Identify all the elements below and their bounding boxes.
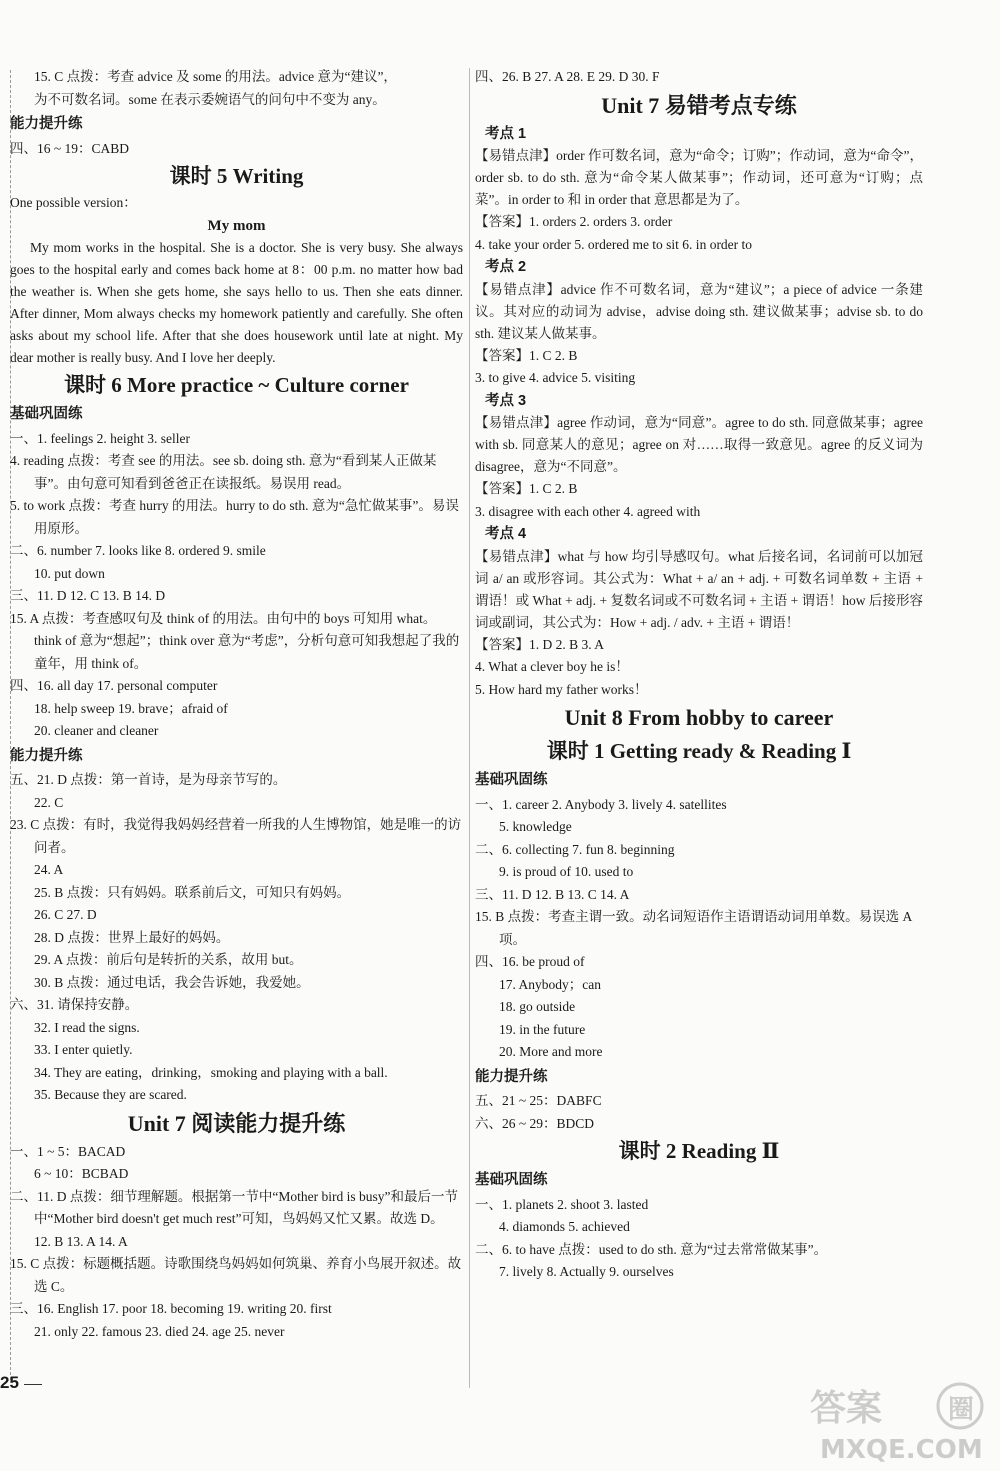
right-line: 考点 2 bbox=[485, 259, 527, 275]
left-line: 课时 5 Writing bbox=[169, 164, 304, 188]
right-column bbox=[475, 66, 923, 1284]
left-line: 33. I enter quietly. bbox=[34, 1042, 133, 1057]
svg-text:MXQE.COM: MXQE.COM bbox=[820, 1435, 983, 1465]
right-line: 5. knowledge bbox=[499, 819, 572, 834]
right-line: 17. Anybody；can bbox=[499, 976, 601, 992]
left-line: 10. put down bbox=[34, 565, 105, 581]
right-line: 【易错点津】advice 作不可数名词，意为“建议”；a piece of advice 一条建议。其对应的动词为 advise，advise doing sth. 建议做某事；advise sb. to do sth. 建议某人做某事。 bbox=[475, 281, 923, 341]
right-line: 【答案】1. C 2. B bbox=[475, 347, 578, 363]
right-line: 4. diamonds 5. achieved bbox=[499, 1219, 630, 1234]
right-line: 15. B 点拨：考查主谓一致。动名词短语作主语谓语动词用单数。易误选 A 项。 bbox=[475, 909, 912, 947]
left-line: 四、16 ~ 19：CABD bbox=[10, 140, 130, 156]
left-line: 29. A 点拨：前后句是转折的关系，故用 but。 bbox=[34, 952, 303, 967]
left-line: 21. only 22. famous 23. died 24. age 25. never bbox=[34, 1323, 285, 1339]
left-column bbox=[10, 66, 463, 1343]
right-line: 7. lively 8. Actually 9. ourselves bbox=[499, 1264, 674, 1279]
right-line: 【答案】1. orders 2. orders 3. order bbox=[475, 214, 673, 229]
left-line: 二、11. D 点拨：细节理解题。根据第一节中“Mother bird is busy”和最后一节中“Mother bird doesn't get much rest”可知，鸟妈妈又忙又累。故选 D。 bbox=[10, 1188, 458, 1226]
left-line: 三、11. D 12. C 13. B 14. D bbox=[10, 588, 166, 603]
right-line: 课时 1 Getting ready & Reading Ⅰ bbox=[546, 739, 852, 763]
right-line: 考点 1 bbox=[485, 125, 527, 142]
left-line: 12. B 13. A 14. A bbox=[34, 1233, 128, 1249]
left-line: 5. to work 点拨：考查 hurry 的用法。hurry to do sth. 意为“急忙做某事”。易误用原形。 bbox=[10, 498, 459, 536]
left-line: 24. A bbox=[34, 862, 64, 877]
right-line: 【答案】1. D 2. B 3. A bbox=[475, 636, 605, 652]
left-line: 25. B 点拨：只有妈妈。联系前后文，可知只有妈妈。 bbox=[34, 884, 351, 900]
right-line: 三、11. D 12. B 13. C 14. A bbox=[475, 886, 630, 902]
right-line: 20. More and more bbox=[499, 1044, 603, 1059]
page-number: 25 bbox=[0, 1373, 19, 1392]
left-line: 一、1. feelings 2. height 3. seller bbox=[10, 430, 190, 446]
column-divider bbox=[469, 68, 470, 1388]
right-line: 基础巩固练 bbox=[475, 772, 548, 788]
right-line: 四、26. B 27. A 28. E 29. D 30. F bbox=[475, 69, 660, 84]
right-line: Unit 8 From hobby to career bbox=[564, 705, 834, 730]
left-line: 22. C bbox=[34, 794, 64, 810]
right-line: Unit 7 易错考点专练 bbox=[601, 92, 797, 118]
right-line: 19. in the future bbox=[499, 1021, 586, 1037]
svg-text:答案: 答案 bbox=[810, 1388, 883, 1429]
left-line: 能力提升练 bbox=[10, 116, 83, 132]
left-line: One possible version： bbox=[10, 195, 137, 210]
left-line: Unit 7 阅读能力提升练 bbox=[127, 1110, 346, 1136]
right-line: 【答案】1. C 2. B bbox=[475, 481, 578, 496]
right-line: 基础巩固练 bbox=[475, 1172, 548, 1188]
right-line: 3. to give 4. advice 5. visiting bbox=[475, 370, 636, 385]
right-line: 18. go outside bbox=[499, 999, 576, 1014]
right-line: 六、26 ~ 29：BDCD bbox=[475, 1115, 595, 1131]
left-line: 26. C 27. D bbox=[34, 907, 97, 922]
right-line: 二、6. collecting 7. fun 8. beginning bbox=[475, 841, 675, 857]
right-line: 【易错点津】order 作可数名词，意为“命令；订购”；作动词，意为“命令”，order sb. to do sth. 意为“命令某人做某事”；作动词，还可意为“订购；点菜”。in order to 和 in order that 意思都是为了。 bbox=[475, 148, 923, 207]
left-line: 15. C 点拨：标题概括题。诗歌围绕鸟妈妈如何筑巢、养育小鸟展开叙述。故选 C。 bbox=[10, 1256, 462, 1294]
watermark-logo bbox=[800, 1376, 990, 1466]
right-line: 考点 3 bbox=[485, 392, 527, 409]
left-line: 15. C 点拨：考查 advice 及 some 的用法。advice 意为“建议”， bbox=[34, 69, 397, 84]
left-line: 六、31. 请保持安静。 bbox=[10, 997, 139, 1012]
left-line: My mom works in the hospital. She is a doctor. She is very busy. She always goes to the hospital early and comes back home at 8：00 p.m. no matter how bad the weather is. When she gets home, she says hello to us. Then she eats dinner. After dinner, Mom always checks my homework patiently and carefully. She often asks about my school life. After that she does housework until late at night. My dear mother is really busy. And I love her deeply. bbox=[10, 240, 463, 365]
right-line: 【易错点津】agree 作动词，意为“同意”。agree to do sth. 同意做某事；agree with sb. 同意某人的意见；agree on 对……取得一致意见。agree 的反义词为 disagree，意为“不同意”。 bbox=[475, 415, 923, 474]
left-line: 五、21. D 点拨：第一首诗，是为母亲节写的。 bbox=[10, 772, 287, 787]
page-number-dash bbox=[24, 1384, 42, 1385]
right-line: 4. What a clever boy he is！ bbox=[475, 659, 629, 674]
left-line: 15. A 点拨：考查感叹句及 think of 的用法。由句中的 boys 可知用 what。think of 意为“想起”；think over 意为“考虑”，分析句意可知我想起了我的童年，用 think of。 bbox=[10, 610, 460, 671]
left-line: 18. help sweep 19. brave；afraid of bbox=[34, 700, 228, 716]
left-line: 能力提升练 bbox=[10, 747, 83, 764]
left-line: 基础巩固练 bbox=[10, 406, 83, 422]
right-line: 四、16. be proud of bbox=[475, 954, 585, 969]
left-line: 4. reading 点拨：考查 see 的用法。see sb. doing sth. 意为“看到某人正做某事”。由句意可知看到爸爸正在读报纸。易误用 read。 bbox=[10, 453, 437, 491]
left-line: 28. D 点拨：世界上最好的妈妈。 bbox=[34, 929, 230, 945]
right-line: 考点 4 bbox=[485, 526, 527, 542]
right-line: 5. How hard my father works！ bbox=[475, 681, 648, 697]
left-line: 一、1 ~ 5：BACAD bbox=[10, 1143, 126, 1159]
right-line: 二、6. to have 点拨：used to do sth. 意为“过去常常做某事”。 bbox=[475, 1241, 828, 1257]
svg-text:圈: 圈 bbox=[948, 1395, 975, 1425]
right-line: 3. disagree with each other 4. agreed with bbox=[475, 503, 701, 519]
left-line: 为不可数名词。some 在表示委婉语气的问句中不变为 any。 bbox=[34, 91, 386, 107]
left-line: 30. B 点拨：通过电话，我会告诉她，我爱她。 bbox=[34, 974, 310, 990]
left-line: 23. C 点拨：有时，我觉得我妈妈经营着一所我的人生博物馆，她是唯一的访问者。 bbox=[10, 817, 462, 855]
left-line: 课时 6 More practice ~ Culture corner bbox=[64, 373, 409, 397]
left-line: 四、16. all day 17. personal computer bbox=[10, 678, 218, 693]
right-line: 9. is proud of 10. used to bbox=[499, 864, 634, 879]
left-line: My mom bbox=[207, 217, 266, 234]
right-line: 能力提升练 bbox=[475, 1068, 548, 1085]
left-line: 6 ~ 10：BCBAD bbox=[34, 1166, 129, 1181]
right-line: 【易错点津】what 与 how 均引导感叹句。what 后接名词，名词前可以加冠词 a/ an 或形容词。其公式为：What + a/ an + adj. + 可数名词单数 + 主语 + 谓语！或 What + adj. + 复数名词或不可数名词 + 主语 + 谓语！how 后接形容词或副词，其公式为：How + adj. / adv. + 主语 + 谓语！ bbox=[475, 548, 923, 630]
left-line: 35. Because they are scared. bbox=[34, 1087, 187, 1102]
right-line: 一、1. planets 2. shoot 3. lasted bbox=[475, 1196, 649, 1212]
right-line: 一、1. career 2. Anybody 3. lively 4. satellites bbox=[475, 796, 727, 812]
left-line: 32. I read the signs. bbox=[34, 1019, 140, 1035]
left-line: 三、16. English 17. poor 18. becoming 19. writing 20. first bbox=[10, 1301, 332, 1316]
left-line: 20. cleaner and cleaner bbox=[34, 723, 159, 738]
right-line: 五、21 ~ 25：DABFC bbox=[475, 1093, 602, 1108]
right-line: 课时 2 Reading Ⅱ bbox=[618, 1139, 780, 1163]
left-line: 34. They are eating，drinking，smoking and playing with a ball. bbox=[34, 1064, 388, 1080]
right-line: 4. take your order 5. ordered me to sit 6. in order to bbox=[475, 236, 753, 252]
left-line: 二、6. number 7. looks like 8. ordered 9. smile bbox=[10, 543, 266, 558]
